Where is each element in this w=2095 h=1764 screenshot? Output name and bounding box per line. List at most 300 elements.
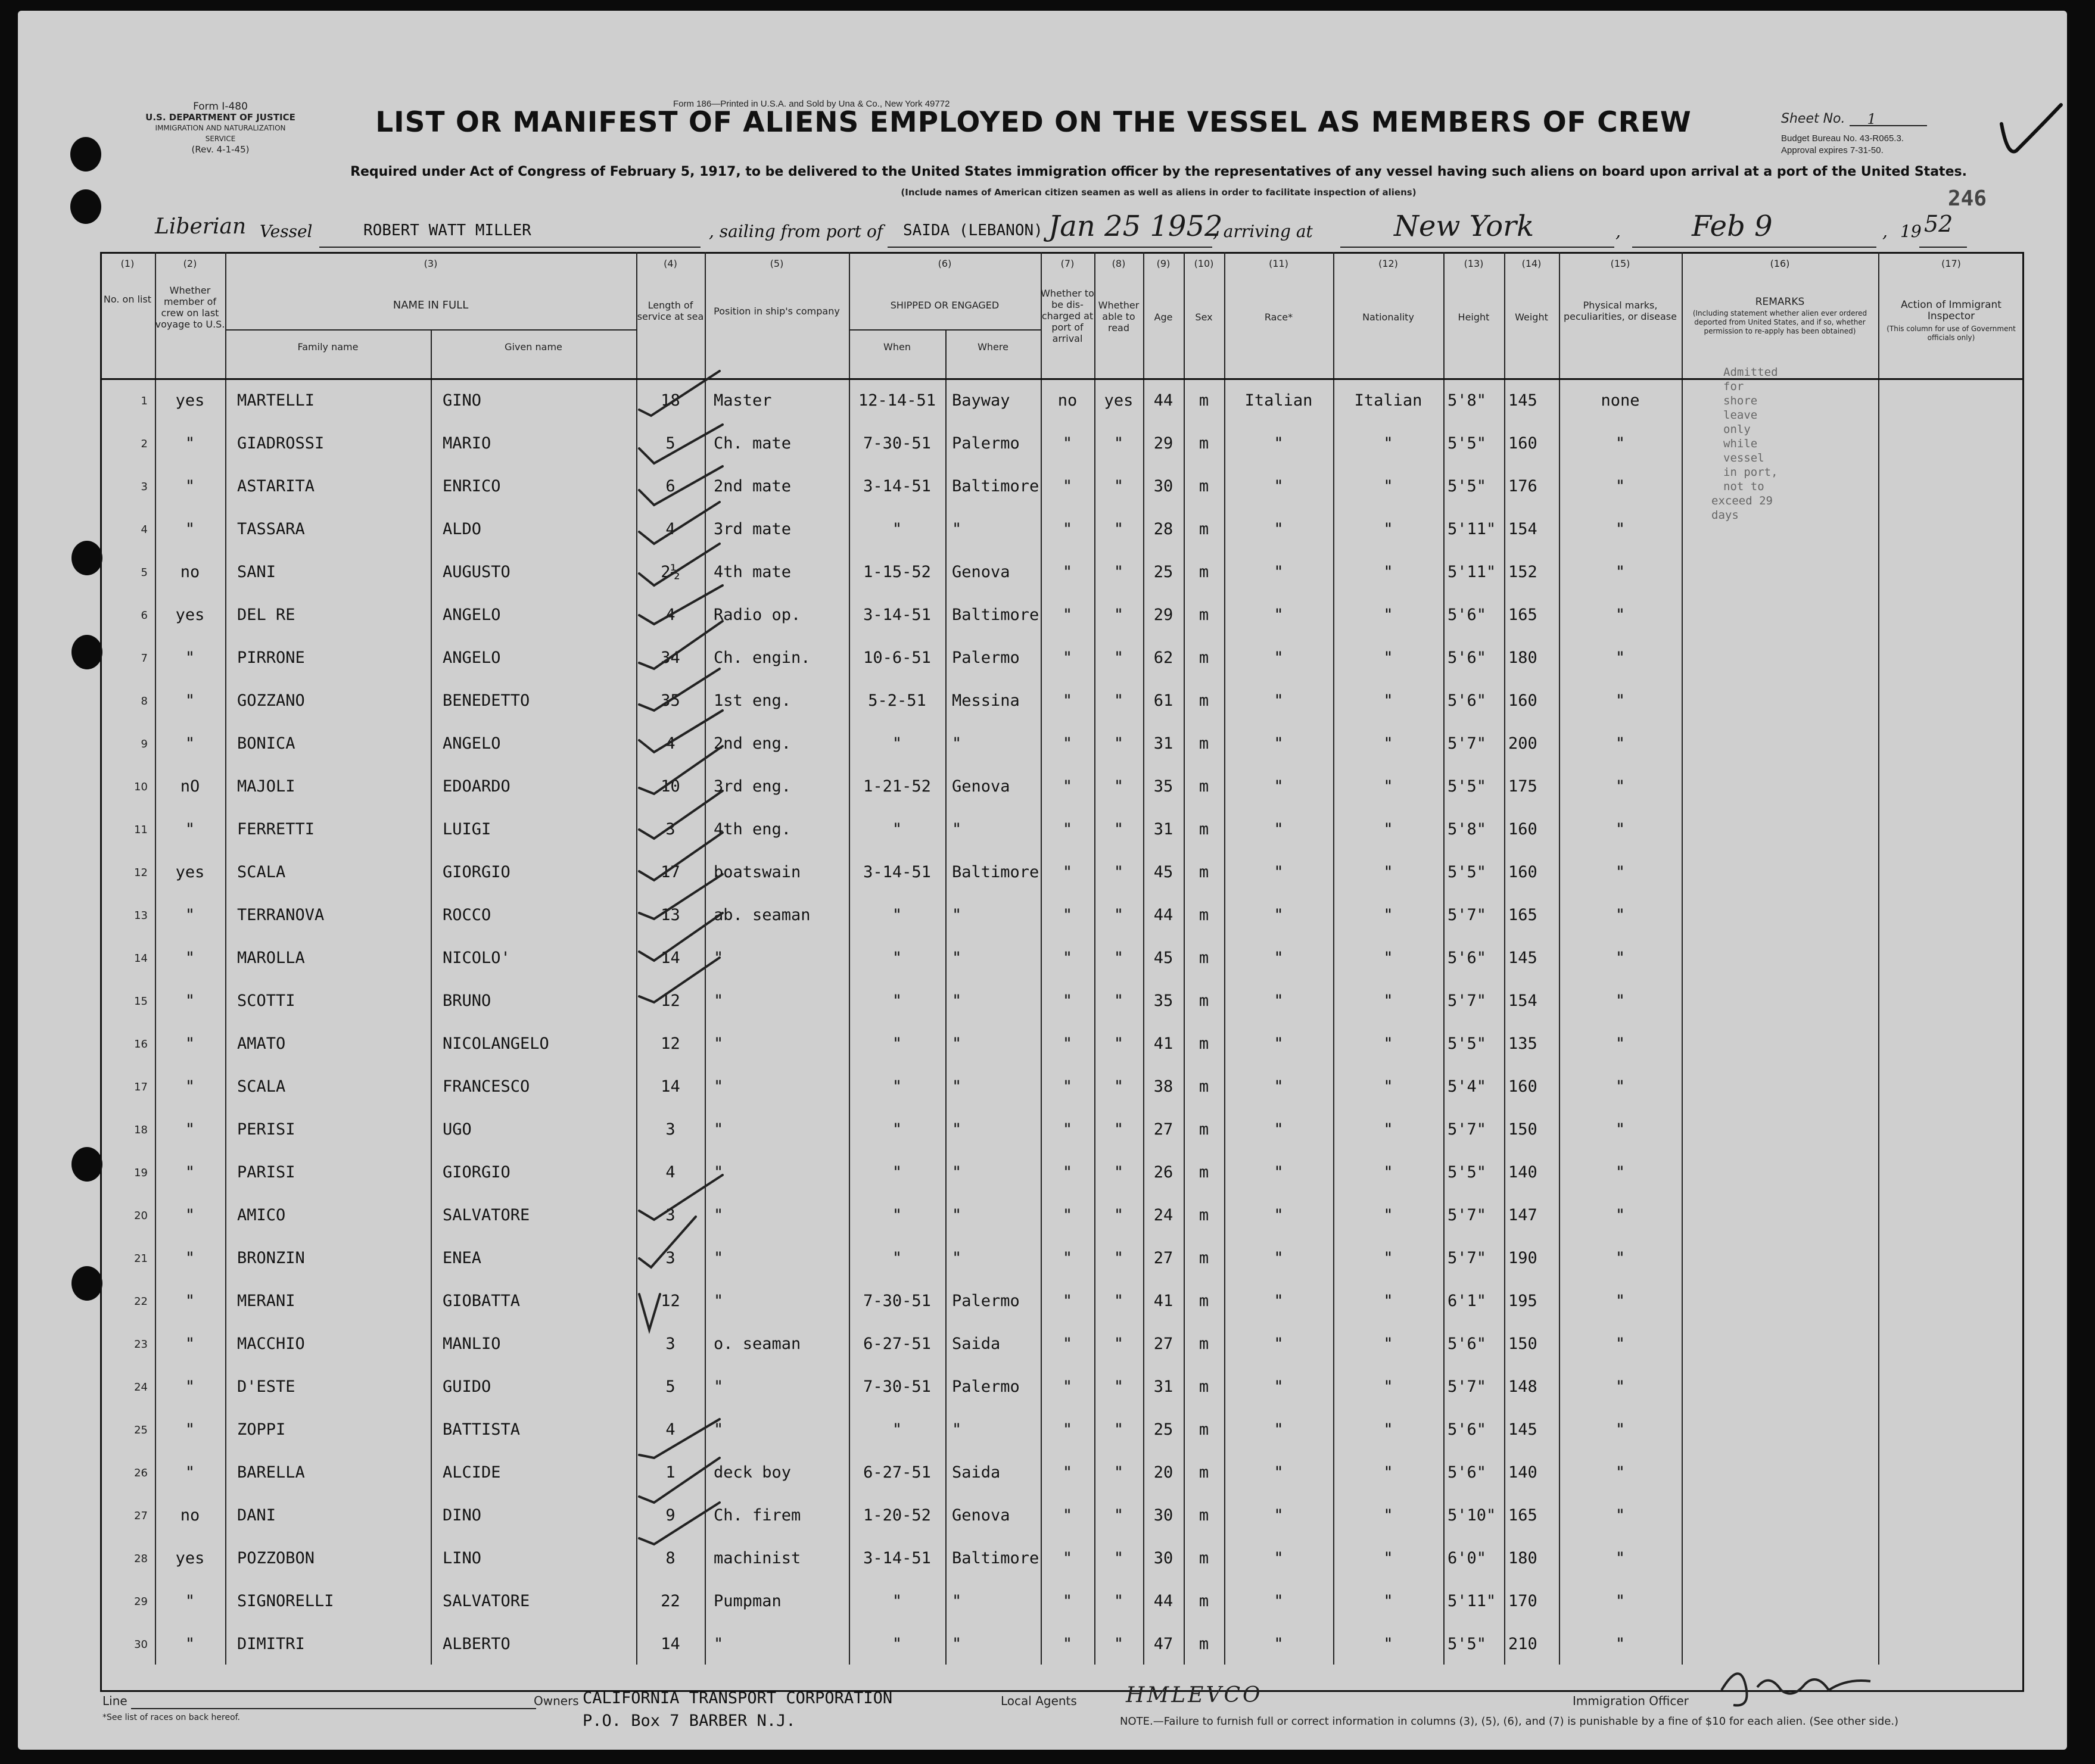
cell-weight: 147 xyxy=(1508,1206,1537,1224)
cell-given-name: BRUNO xyxy=(443,992,491,1010)
cell-sex: m xyxy=(1199,1420,1209,1439)
cell-age: 25 xyxy=(1153,1420,1173,1439)
port-to-handwritten: New York xyxy=(1394,210,1534,243)
cell-when: " xyxy=(892,949,902,967)
cell-race: " xyxy=(1274,520,1284,538)
cell-nationality: " xyxy=(1383,992,1393,1010)
cell-age: 38 xyxy=(1153,1077,1173,1096)
cell-when: " xyxy=(892,1420,902,1439)
cell-position: Pumpman xyxy=(714,1592,782,1610)
row-number: 10 xyxy=(134,781,148,793)
cell-member: " xyxy=(185,1206,195,1224)
cell-discharged: " xyxy=(1062,691,1073,710)
cell-position: Ch. engin. xyxy=(714,649,811,667)
cell-member: " xyxy=(185,434,195,453)
cell-sex: m xyxy=(1199,1034,1209,1053)
cell-service: 4 xyxy=(665,520,675,538)
cell-when: 3-14-51 xyxy=(863,477,931,495)
cell-weight: 145 xyxy=(1508,391,1537,410)
cell-where: " xyxy=(952,1163,962,1182)
cell-given-name: AUGUSTO xyxy=(443,563,510,581)
cell-when: " xyxy=(892,520,902,538)
cell-weight: 175 xyxy=(1508,777,1537,796)
cell-given-name: ANGELO xyxy=(443,649,501,667)
cell-family-name: MARTELLI xyxy=(237,391,315,410)
cell-family-name: SCOTTI xyxy=(237,992,295,1010)
cell-member: " xyxy=(185,1420,195,1439)
cell-height: 5'5" xyxy=(1447,863,1487,881)
cell-position: o. seaman xyxy=(714,1335,801,1353)
cell-when: " xyxy=(892,1034,902,1053)
cell-service: 12 xyxy=(661,1034,680,1053)
cell-age: 24 xyxy=(1153,1206,1173,1224)
column-number: (14) xyxy=(1521,258,1542,269)
cell-position: 4th eng. xyxy=(714,820,792,839)
cell-weight: 170 xyxy=(1508,1592,1537,1610)
cell-family-name: PERISI xyxy=(237,1120,295,1139)
cell-able-to-read: " xyxy=(1113,1335,1124,1353)
cell-physical-marks: " xyxy=(1615,1077,1626,1096)
cell-able-to-read: " xyxy=(1113,520,1124,538)
row-number: 9 xyxy=(141,738,148,750)
cell-when: " xyxy=(892,1206,902,1224)
cell-sex: m xyxy=(1199,606,1209,624)
cell-age: 44 xyxy=(1153,1592,1173,1610)
column-number: (11) xyxy=(1269,258,1288,269)
header-action-of-inspector: Action of Immigrant Inspector xyxy=(1901,299,2001,322)
cell-service: 8 xyxy=(665,1549,675,1567)
cell-weight: 160 xyxy=(1508,434,1537,453)
cell-physical-marks: " xyxy=(1615,1420,1626,1439)
footer-owners-label: Owners xyxy=(534,1694,579,1708)
cell-given-name: ENRICO xyxy=(443,477,501,495)
cell-position: Master xyxy=(714,391,772,410)
cell-service: 14 xyxy=(661,1077,680,1096)
cell-race: " xyxy=(1274,734,1284,753)
cell-age: 30 xyxy=(1153,1549,1173,1567)
cell-nationality: " xyxy=(1383,649,1393,667)
cell-race: " xyxy=(1274,1506,1284,1525)
cell-able-to-read: " xyxy=(1113,1292,1124,1310)
cell-position: 2nd eng. xyxy=(714,734,792,753)
cell-given-name: LUIGI xyxy=(443,820,491,839)
sheet-number-value: 1 xyxy=(1867,111,1876,127)
cell-race: " xyxy=(1274,1292,1284,1310)
cell-race: " xyxy=(1274,434,1284,453)
cell-member: " xyxy=(185,520,195,538)
cell-height: 5'5" xyxy=(1447,777,1487,796)
cell-physical-marks: " xyxy=(1615,1463,1626,1482)
cell-family-name: AMICO xyxy=(237,1206,286,1224)
cell-weight: 154 xyxy=(1508,520,1537,538)
cell-sex: m xyxy=(1199,1335,1209,1353)
cell-physical-marks: " xyxy=(1615,734,1626,753)
cell-age: 29 xyxy=(1153,434,1173,453)
cell-sex: m xyxy=(1199,1206,1209,1224)
cell-member: " xyxy=(185,1463,195,1482)
cell-when: 1-21-52 xyxy=(863,777,931,796)
cell-height: 5'11" xyxy=(1447,563,1496,581)
cell-able-to-read: " xyxy=(1113,949,1124,967)
stamp-number: 246 xyxy=(1948,186,1987,211)
date-sailed-handwritten: Jan 25 1952 xyxy=(1048,210,1223,243)
cell-height: 5'6" xyxy=(1447,1420,1487,1439)
cell-age: 29 xyxy=(1153,606,1173,624)
cell-race: " xyxy=(1274,1163,1284,1182)
cell-height: 5'7" xyxy=(1447,734,1487,753)
row-number: 1 xyxy=(141,395,148,407)
cell-nationality: Italian xyxy=(1354,391,1422,410)
cell-family-name: GIADROSSI xyxy=(237,434,325,453)
cell-service: 14 xyxy=(661,1635,680,1653)
cell-position: ab. seaman xyxy=(714,906,811,924)
cell-family-name: GOZZANO xyxy=(237,691,305,710)
cell-able-to-read: " xyxy=(1113,434,1124,453)
cell-race: " xyxy=(1274,1377,1284,1396)
cell-physical-marks: none xyxy=(1601,391,1640,410)
cell-race: " xyxy=(1274,1463,1284,1482)
cell-physical-marks: " xyxy=(1615,691,1626,710)
cell-where: Bayway xyxy=(952,391,1010,410)
row-number: 4 xyxy=(141,523,148,536)
cell-race: " xyxy=(1274,606,1284,624)
cell-able-to-read: " xyxy=(1113,992,1124,1010)
cell-physical-marks: " xyxy=(1615,1206,1626,1224)
remark-line3: exceed 29 days xyxy=(1711,494,1773,522)
cell-age: 27 xyxy=(1153,1249,1173,1267)
sailing-label: , sailing from port of xyxy=(709,222,883,241)
cell-sex: m xyxy=(1199,1635,1209,1653)
remark-line2: while vessel in port, not to xyxy=(1723,437,1778,493)
cell-family-name: PIRRONE xyxy=(237,649,305,667)
cell-height: 5'7" xyxy=(1447,1249,1487,1267)
cell-given-name: MANLIO xyxy=(443,1335,501,1353)
row-number: 28 xyxy=(134,1553,148,1565)
cell-discharged: " xyxy=(1062,1377,1073,1396)
cell-age: 20 xyxy=(1153,1463,1173,1482)
cell-service: 34 xyxy=(661,649,680,667)
cell-discharged: " xyxy=(1062,992,1073,1010)
cell-position: " xyxy=(714,1206,724,1224)
cell-member: yes xyxy=(175,391,205,410)
cell-service: 9 xyxy=(665,1506,675,1525)
cell-sex: m xyxy=(1199,1549,1209,1567)
column-number: (7) xyxy=(1060,258,1075,269)
cell-physical-marks: " xyxy=(1615,1549,1626,1567)
column-number: (15) xyxy=(1610,258,1630,269)
header-race: Race* xyxy=(1264,311,1293,323)
cell-able-to-read: " xyxy=(1113,1506,1124,1525)
header-able-to-read: Whether able to read xyxy=(1098,300,1140,334)
cell-given-name: ANGELO xyxy=(443,606,501,624)
cell-race: " xyxy=(1274,1592,1284,1610)
cell-family-name: ZOPPI xyxy=(237,1420,286,1439)
port-from: SAIDA (LEBANON) xyxy=(903,222,1043,239)
cell-member: " xyxy=(185,1163,195,1182)
cell-weight: 160 xyxy=(1508,1077,1537,1096)
cell-able-to-read: " xyxy=(1113,1377,1124,1396)
cell-physical-marks: " xyxy=(1615,949,1626,967)
cell-weight: 165 xyxy=(1508,1506,1537,1525)
cell-able-to-read: " xyxy=(1113,477,1124,495)
cell-service: 5 xyxy=(665,1377,675,1396)
cell-weight: 195 xyxy=(1508,1292,1537,1310)
cell-weight: 165 xyxy=(1508,606,1537,624)
cell-where: Palermo xyxy=(952,434,1020,453)
cell-nationality: " xyxy=(1383,949,1393,967)
header-where: Where xyxy=(978,341,1008,353)
owners-value: CALIFORNIA TRANSPORT CORPORATION xyxy=(583,1689,893,1707)
cell-service: 18 xyxy=(661,391,680,410)
cell-race: " xyxy=(1274,563,1284,581)
cell-where: Palermo xyxy=(952,1292,1020,1310)
cell-position: machinist xyxy=(714,1549,801,1567)
cell-race: " xyxy=(1274,649,1284,667)
cell-physical-marks: " xyxy=(1615,820,1626,839)
cell-member: " xyxy=(185,1120,195,1139)
cell-family-name: SCALA xyxy=(237,863,286,881)
cell-given-name: GIOBATTA xyxy=(443,1292,521,1310)
cell-family-name: SCALA xyxy=(237,1077,286,1096)
cell-able-to-read: " xyxy=(1113,1420,1124,1439)
cell-where: " xyxy=(952,1120,962,1139)
cell-nationality: " xyxy=(1383,563,1393,581)
cell-where: Baltimore xyxy=(952,606,1039,624)
row-number: 18 xyxy=(134,1124,148,1136)
cell-sex: m xyxy=(1199,906,1209,924)
cell-nationality: " xyxy=(1383,1463,1393,1482)
cell-position: boatswain xyxy=(714,863,801,881)
cell-service: 3 xyxy=(665,1335,675,1353)
row-number: 6 xyxy=(141,609,148,622)
cell-discharged: " xyxy=(1062,820,1073,839)
cell-physical-marks: " xyxy=(1615,992,1626,1010)
cell-service: 35 xyxy=(661,691,680,710)
cell-when: 5-2-51 xyxy=(868,691,926,710)
cell-able-to-read: " xyxy=(1113,734,1124,753)
row-number: 23 xyxy=(134,1338,148,1351)
cell-age: 31 xyxy=(1153,820,1173,839)
cell-where: " xyxy=(952,820,962,839)
row-number: 25 xyxy=(134,1424,148,1436)
cell-when: 10-6-51 xyxy=(863,649,931,667)
column-number: (1) xyxy=(120,258,135,269)
cell-when: " xyxy=(892,906,902,924)
row-number: 21 xyxy=(134,1252,148,1265)
cell-sex: m xyxy=(1199,734,1209,753)
form-identifier xyxy=(83,101,357,155)
cell-discharged: " xyxy=(1062,649,1073,667)
vessel-name: ROBERT WATT MILLER xyxy=(363,222,531,239)
cell-age: 25 xyxy=(1153,563,1173,581)
header-action-note: (This column for use of Government officials only) xyxy=(1887,325,2016,342)
cell-nationality: " xyxy=(1383,1077,1393,1096)
cell-physical-marks: " xyxy=(1615,520,1626,538)
cell-sex: m xyxy=(1199,434,1209,453)
cell-discharged: " xyxy=(1062,1463,1073,1482)
column-number: (6) xyxy=(938,258,952,269)
cell-position: " xyxy=(714,1292,724,1310)
row-number: 26 xyxy=(134,1467,148,1479)
cell-nationality: " xyxy=(1383,606,1393,624)
cell-nationality: " xyxy=(1383,820,1393,839)
service-name-line1: IMMIGRATION AND NATURALIZATION xyxy=(155,124,286,132)
cell-given-name: SALVATORE xyxy=(443,1592,530,1610)
vessel-info: Liberian Vessel ROBERT WATT MILLER , sailing from port of SAIDA (LEBANON) Jan 25 1952 , arriving at New York , Feb 9 , 19 52 xyxy=(119,213,1906,249)
cell-member: yes xyxy=(175,863,205,881)
remark-line1: Admitted for shore leave only xyxy=(1723,366,1778,436)
cell-able-to-read: " xyxy=(1113,1034,1124,1053)
cell-physical-marks: " xyxy=(1615,1120,1626,1139)
cell-service: 2½ xyxy=(661,563,680,581)
cell-position: " xyxy=(714,1120,724,1139)
cell-where: Genova xyxy=(952,1506,1010,1525)
cell-member: " xyxy=(185,992,195,1010)
budget-line1: Budget Bureau No. 43-R065.3. xyxy=(1781,133,1904,144)
header-when: When xyxy=(883,341,911,353)
cell-where: " xyxy=(952,1420,962,1439)
cell-physical-marks: " xyxy=(1615,1635,1626,1653)
cell-service: 6 xyxy=(665,477,675,495)
cell-able-to-read: " xyxy=(1113,1592,1124,1610)
cell-discharged: " xyxy=(1062,1506,1073,1525)
cell-position: " xyxy=(714,1377,724,1396)
cell-given-name: LINO xyxy=(443,1549,482,1567)
cell-given-name: ALBERTO xyxy=(443,1635,510,1653)
cell-nationality: " xyxy=(1383,1206,1393,1224)
cell-service: 13 xyxy=(661,906,680,924)
cell-race: " xyxy=(1274,691,1284,710)
cell-when: " xyxy=(892,1249,902,1267)
cell-weight: 160 xyxy=(1508,691,1537,710)
cell-position: " xyxy=(714,1034,724,1053)
cell-able-to-read: " xyxy=(1113,1249,1124,1267)
cell-when: 6-27-51 xyxy=(863,1463,931,1482)
column-number: (3) xyxy=(424,258,438,269)
officer-signature-icon xyxy=(1704,1654,1882,1720)
cell-nationality: " xyxy=(1383,477,1393,495)
cell-race: " xyxy=(1274,949,1284,967)
header-length-of-service: Length of service at sea xyxy=(637,300,704,322)
header-name-in-full: NAME IN FULL xyxy=(393,299,469,311)
act-subnote: (Include names of American citizen seamen as well as aliens in order to facilitate inspection of aliens) xyxy=(901,187,1417,198)
cell-family-name: D'ESTE xyxy=(237,1377,295,1396)
cell-height: 5'7" xyxy=(1447,1206,1487,1224)
cell-service: 3 xyxy=(665,1206,675,1224)
sheet-number-field xyxy=(1850,111,1927,126)
cell-where: " xyxy=(952,1206,962,1224)
form-revision: (Rev. 4-1-45) xyxy=(191,144,250,155)
cell-discharged: " xyxy=(1062,906,1073,924)
header-shipped-or-engaged: SHIPPED OR ENGAGED xyxy=(890,300,1000,311)
year-suffix-handwritten: 52 xyxy=(1924,211,1953,237)
budget-line2: Approval expires 7-31-50. xyxy=(1781,145,1884,155)
date-arrived-handwritten: Feb 9 xyxy=(1692,210,1773,243)
cell-family-name: BARELLA xyxy=(237,1463,305,1482)
cell-discharged: " xyxy=(1062,520,1073,538)
cell-height: 5'6" xyxy=(1447,649,1487,667)
cell-able-to-read: " xyxy=(1113,1463,1124,1482)
cell-race: " xyxy=(1274,1034,1284,1053)
header-position: Position in ship's company xyxy=(714,306,840,317)
cell-height: 5'6" xyxy=(1447,1335,1487,1353)
cell-member: " xyxy=(185,1377,195,1396)
department-name: U.S. DEPARTMENT OF JUSTICE xyxy=(145,112,295,123)
cell-member: no xyxy=(180,1506,200,1525)
cell-height: 5'8" xyxy=(1447,820,1487,839)
cell-physical-marks: " xyxy=(1615,906,1626,924)
cell-physical-marks: " xyxy=(1615,1592,1626,1610)
cell-family-name: PARISI xyxy=(237,1163,295,1182)
cell-discharged: " xyxy=(1062,777,1073,796)
cell-discharged: " xyxy=(1062,734,1073,753)
cell-given-name: FRANCESCO xyxy=(443,1077,530,1096)
column-number: (4) xyxy=(664,258,677,269)
cell-given-name: NICOLO' xyxy=(443,949,510,967)
cell-height: 5'7" xyxy=(1447,1377,1487,1396)
sheet-number xyxy=(1781,111,1927,126)
cell-discharged: " xyxy=(1062,1292,1073,1310)
cell-height: 6'1" xyxy=(1447,1292,1487,1310)
cell-position: deck boy xyxy=(714,1463,792,1482)
budget-bureau xyxy=(1781,133,1904,157)
manifest-sheet xyxy=(18,11,2067,1750)
cell-age: 27 xyxy=(1153,1120,1173,1139)
cell-where: " xyxy=(952,992,962,1010)
cell-physical-marks: " xyxy=(1615,649,1626,667)
row-number: 30 xyxy=(134,1638,148,1651)
header-nationality: Nationality xyxy=(1362,311,1414,323)
cell-height: 5'7" xyxy=(1447,906,1487,924)
cell-given-name: BENEDETTO xyxy=(443,691,530,710)
cell-service: 3 xyxy=(665,820,675,839)
fine-note: NOTE.—Failure to furnish full or correct information in columns (3), (5), (6), and (7) is punishable by a fine of $10 for each alien. (See other side.) xyxy=(1120,1715,1899,1728)
cell-family-name: TASSARA xyxy=(237,520,305,538)
cell-physical-marks: " xyxy=(1615,606,1626,624)
footer-agents-label: Local Agents xyxy=(1001,1694,1077,1708)
cell-when: 7-30-51 xyxy=(863,1292,931,1310)
cell-age: 44 xyxy=(1153,906,1173,924)
cell-discharged: " xyxy=(1062,434,1073,453)
cell-nationality: " xyxy=(1383,1163,1393,1182)
cell-nationality: " xyxy=(1383,906,1393,924)
cell-service: 3 xyxy=(665,1120,675,1139)
cell-where: Palermo xyxy=(952,1377,1020,1396)
cell-sex: m xyxy=(1199,1249,1209,1267)
cell-when: " xyxy=(892,1635,902,1653)
cell-when: 3-14-51 xyxy=(863,1549,931,1567)
cell-family-name: SANI xyxy=(237,563,276,581)
cell-service: 1 xyxy=(665,1463,675,1482)
cell-given-name: ROCCO xyxy=(443,906,491,924)
cell-family-name: MACCHIO xyxy=(237,1335,305,1353)
cell-able-to-read: " xyxy=(1113,1635,1124,1653)
cell-height: 5'11" xyxy=(1447,520,1496,538)
cell-given-name: NICOLANGELO xyxy=(443,1034,549,1053)
cell-where: Genova xyxy=(952,777,1010,796)
cell-where: " xyxy=(952,1077,962,1096)
cell-position: " xyxy=(714,1420,724,1439)
row-number: 16 xyxy=(134,1038,148,1051)
cell-sex: m xyxy=(1199,691,1209,710)
cell-given-name: UGO xyxy=(443,1120,472,1139)
cell-where: Messina xyxy=(952,691,1020,710)
row-number: 14 xyxy=(134,952,148,965)
header-remarks: REMARKS xyxy=(1755,296,1805,308)
cell-where: Palermo xyxy=(952,649,1020,667)
act-statement: Required under Act of Congress of February 5, 1917, to be delivered to the United States immigration officer by the representatives of any vessel having such aliens on board upon arrival at a port of the United States. xyxy=(350,164,1967,179)
cell-when: " xyxy=(892,820,902,839)
